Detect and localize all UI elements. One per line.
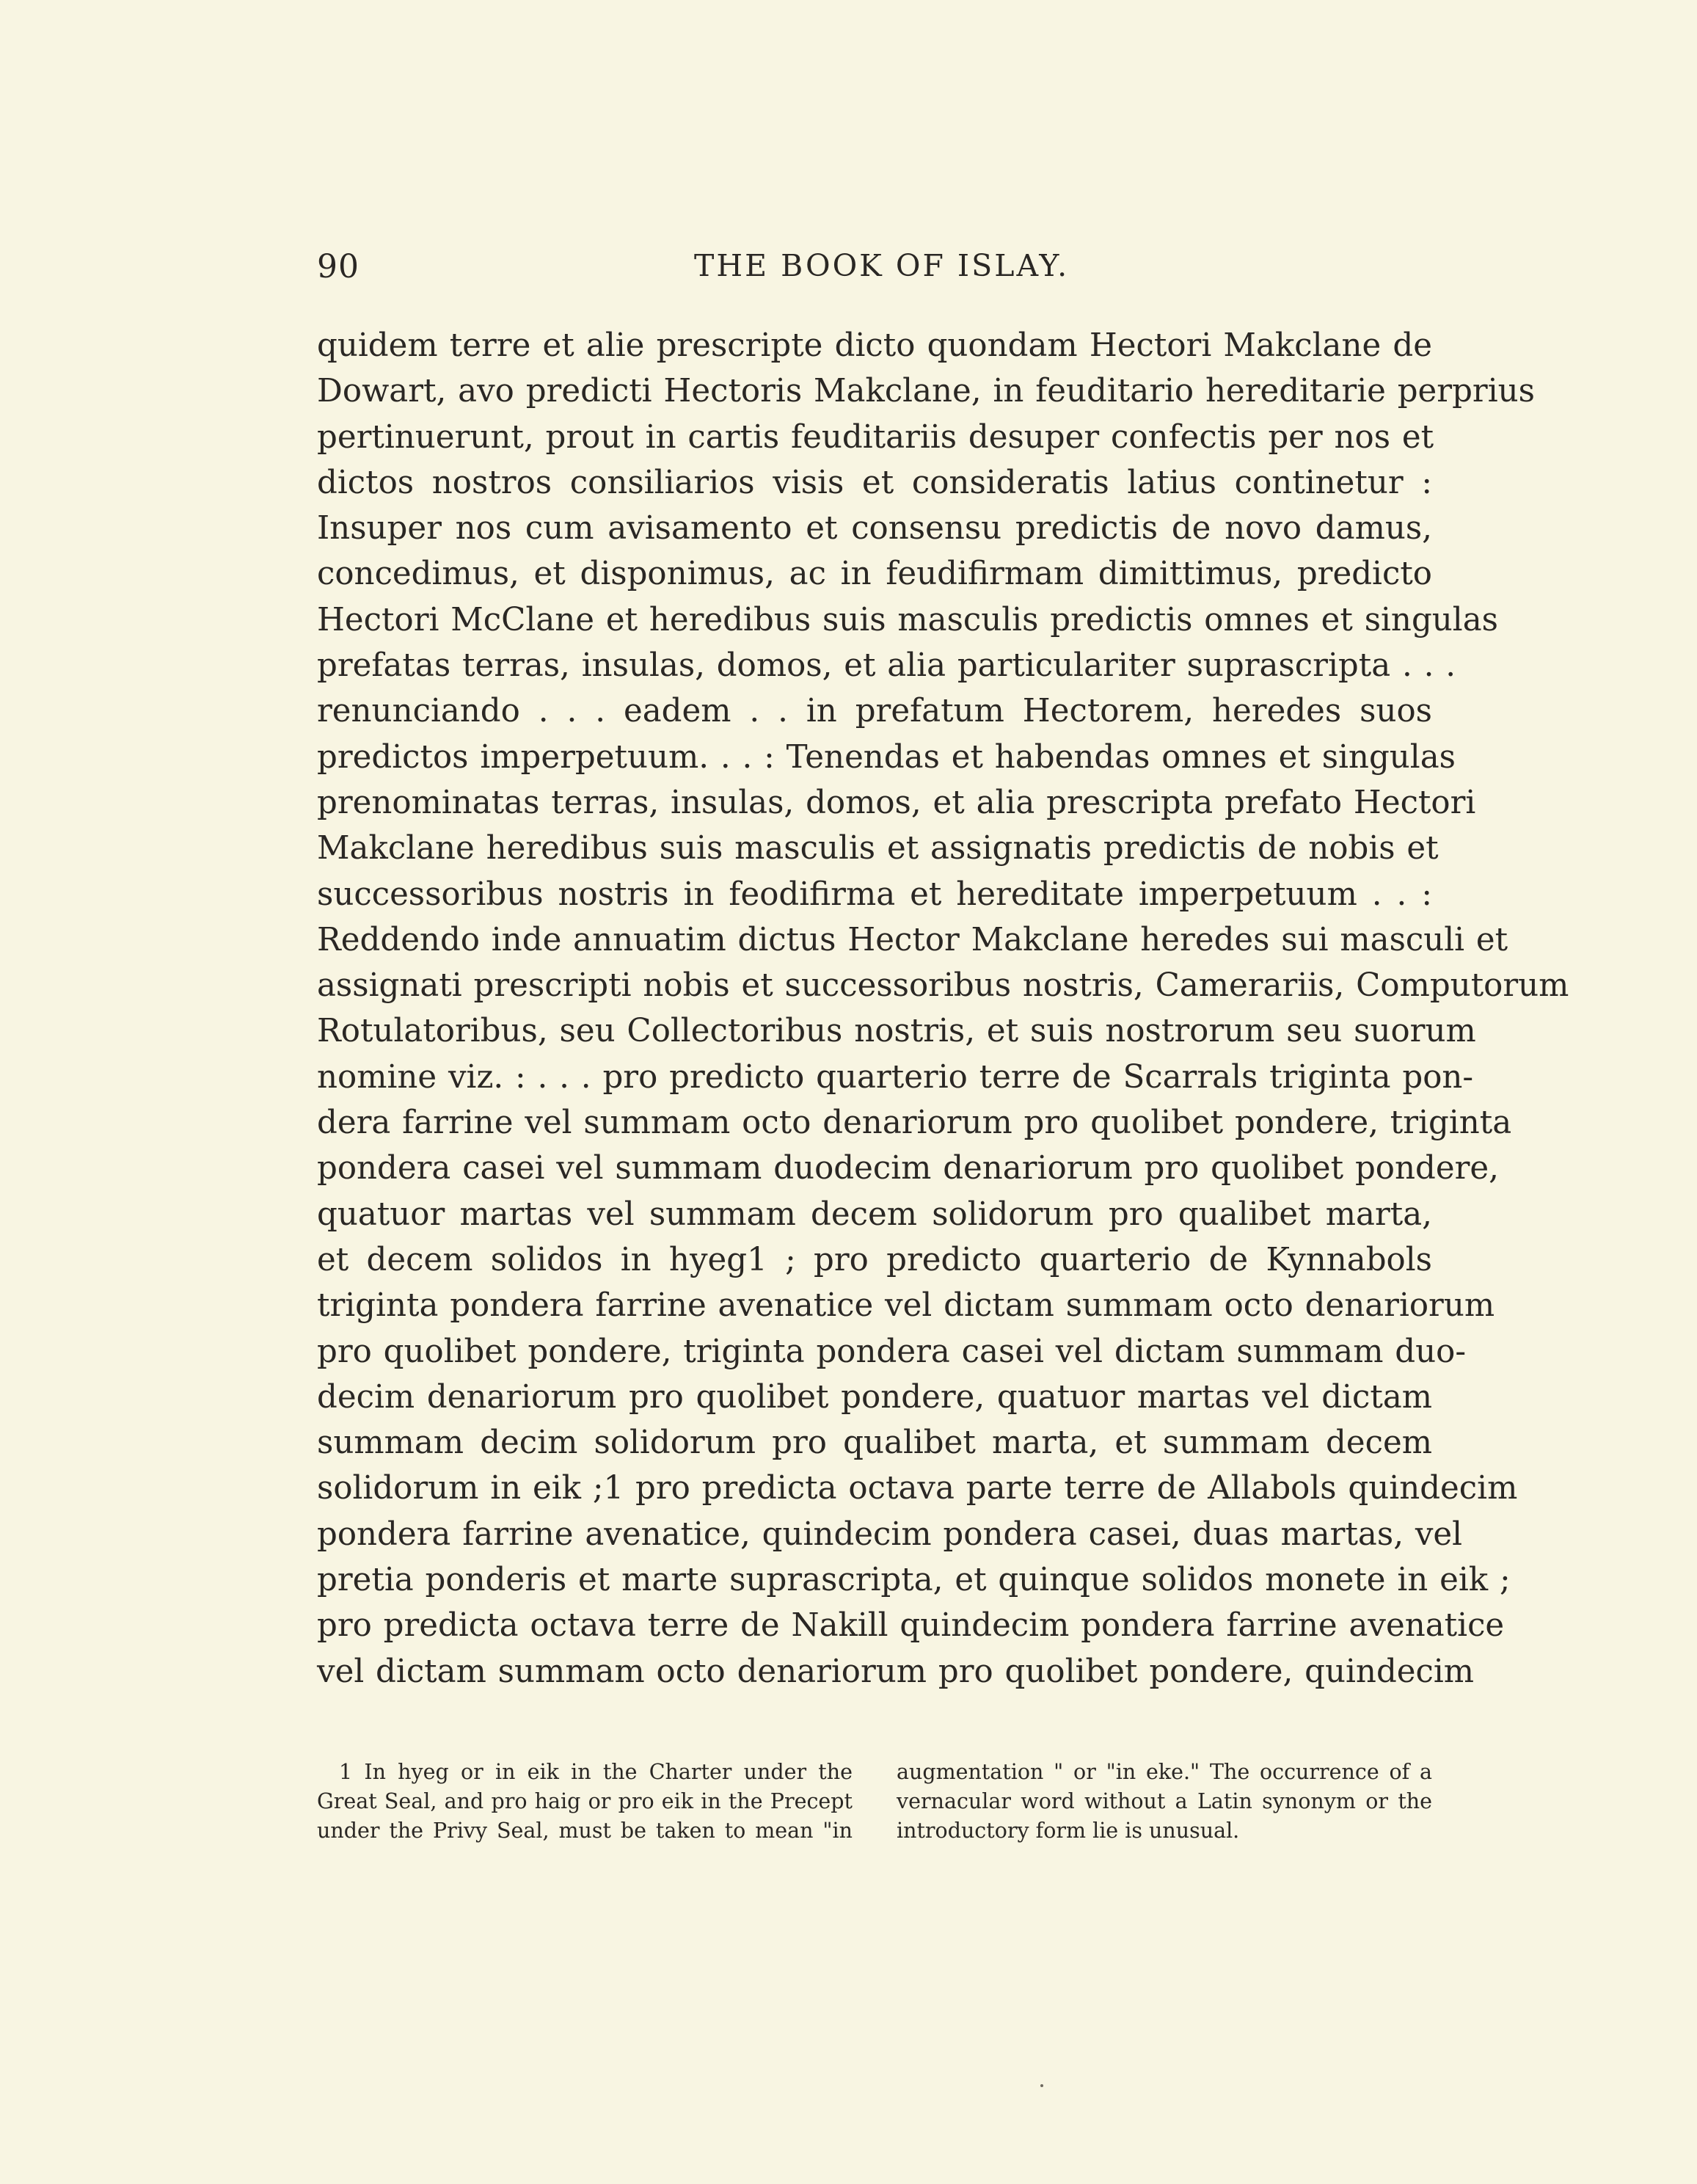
- body-line: et decem solidos in hyeg1 ; pro predicto quarterio de Kynnabols: [317, 1241, 1432, 1278]
- body-line: assignati prescripti nobis et successoribus nostris, Camerariis, Computorum: [317, 967, 1569, 1005]
- body-line: quidem terre et alie prescripte dicto quondam Hectori Makclane de: [317, 327, 1432, 364]
- footnote-line: Great Seal, and pro haig or pro eik in the Precept: [317, 1789, 853, 1813]
- body-line: nomine viz. : . . . pro predicto quarterio terre de Scarrals triginta pon-: [317, 1058, 1474, 1096]
- body-line: pro quolibet pondere, triginta pondera casei vel dictam summam duo-: [317, 1333, 1467, 1370]
- body-line: triginta pondera farrine avenatice vel dictam summam octo denariorum: [317, 1287, 1495, 1325]
- body-line: Makclane heredibus suis masculis et assignatis predictis de nobis et: [317, 830, 1439, 867]
- body-line: decim denariorum pro quolibet pondere, quatuor martas vel dictam: [317, 1378, 1432, 1416]
- page-number: 90: [317, 248, 360, 285]
- body-line: prenominatas terras, insulas, domos, et alia prescripta prefato Hectori: [317, 784, 1476, 821]
- body-line: Hectori McClane et heredibus suis masculis predictis omnes et singulas: [317, 601, 1498, 638]
- footnote-line: augmentation " or "in eke." The occurrence of a: [897, 1760, 1432, 1784]
- footnote-line: vernacular word without a Latin synonym or the: [897, 1789, 1432, 1813]
- body-line: dictos nostros consiliarios visis et consideratis latius continetur :: [317, 464, 1432, 501]
- paper-speck: [1040, 2084, 1043, 2087]
- footnote-column-left: [317, 1758, 853, 1846]
- body-line: successoribus nostris in feodifirma et hereditate imperpetuum . . :: [317, 876, 1432, 913]
- body-line: Rotulatoribus, seu Collectoribus nostris, et suis nostrorum seu suorum: [317, 1013, 1476, 1050]
- body-line: summam decim solidorum pro qualibet marta, et summam decem: [317, 1424, 1432, 1462]
- body-line: Reddendo inde annuatim dictus Hector Makclane heredes sui masculi et: [317, 921, 1508, 958]
- body-line: Insuper nos cum avisamento et consensu predictis de novo damus,: [317, 510, 1432, 547]
- footnote-line: 1 In hyeg or in eik in the Charter under the: [339, 1760, 853, 1784]
- footnote-column-right: [897, 1758, 1432, 1846]
- body-line: prefatas terras, insulas, domos, et alia particulariter suprascripta . . .: [317, 647, 1456, 685]
- body-line: pertinuerunt, prout in cartis feuditariis desuper confectis per nos et: [317, 418, 1434, 456]
- footnote-line: introductory form lie is unusual.: [897, 1819, 1240, 1843]
- body-line: vel dictam summam octo denariorum pro quolibet pondere, quindecim: [317, 1653, 1475, 1690]
- body-line: pondera farrine avenatice, quindecim pondera casei, duas martas, vel: [317, 1515, 1463, 1553]
- body-line: renunciando . . . eadem . . in prefatum Hectorem, heredes suos: [317, 693, 1432, 730]
- body-line: pondera casei vel summam duodecim denariorum pro quolibet pondere,: [317, 1150, 1499, 1187]
- body-line: concedimus, et disponimus, ac in feudifirmam dimittimus, predicto: [317, 556, 1432, 593]
- body-text: [317, 323, 1569, 1695]
- body-line: solidorum in eik ;1 pro predicta octava parte terre de Allabols quindecim: [317, 1470, 1518, 1507]
- body-line: Dowart, avo predicti Hectoris Makclane, in feuditario hereditarie perprius: [317, 373, 1535, 410]
- footnotes: [317, 1758, 1432, 1846]
- body-line: pro predicta octava terre de Nakill quindecim pondera farrine avenatice: [317, 1607, 1505, 1645]
- body-line: predictos imperpetuum. . . : Tenendas et habendas omnes et singulas: [317, 738, 1456, 776]
- body-line: pretia ponderis et marte suprascripta, et quinque solidos monete in eik ;: [317, 1562, 1511, 1599]
- footnote-line: under the Privy Seal, must be taken to mean "in: [317, 1819, 853, 1843]
- body-line: dera farrine vel summam octo denariorum pro quolibet pondere, triginta: [317, 1104, 1512, 1142]
- running-title: THE BOOK OF ISLAY.: [694, 248, 1070, 283]
- body-line: quatuor martas vel summam decem solidorum pro qualibet marta,: [317, 1195, 1432, 1233]
